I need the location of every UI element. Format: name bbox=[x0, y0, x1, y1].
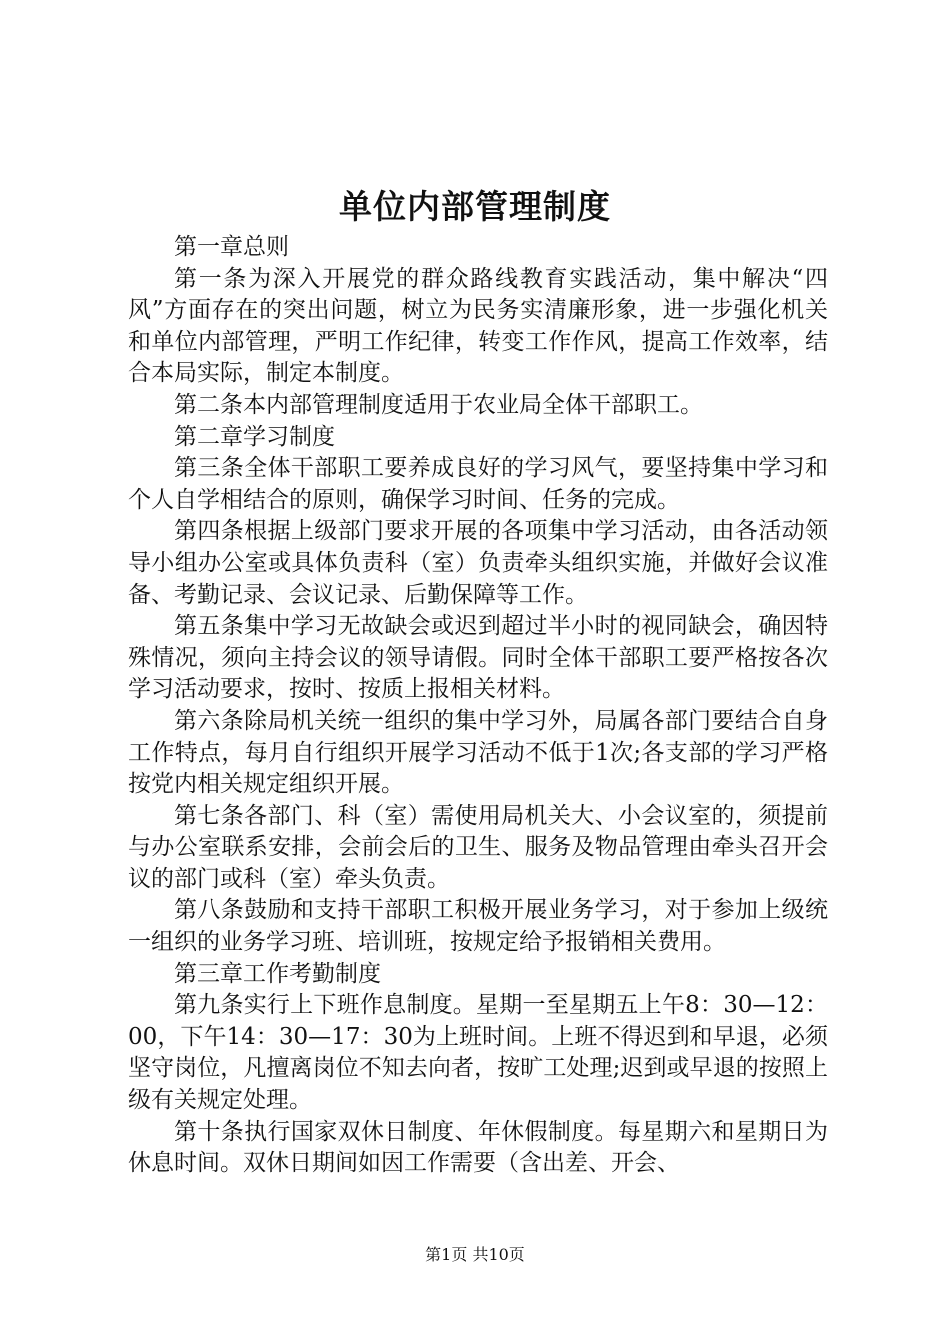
article-paragraph: 第四条根据上级部门要求开展的各项集中学习活动，由各活动领导小组办公室或具体负责科（室）负责牵头组织实施，并做好会议准备、考勤记录、会议记录、后勤保障等工作。 bbox=[128, 518, 828, 608]
chapter-heading: 第三章工作考勤制度 bbox=[174, 960, 381, 987]
document-body bbox=[128, 232, 828, 1180]
article-paragraph: 第十条执行国家双休日制度、年休假制度。每星期六和星期日为休息时间。双休日期间如因工作需要（含出差、开会、 bbox=[128, 1118, 828, 1177]
page-number-footer: 第1页 共10页 bbox=[425, 1245, 525, 1264]
article-paragraph: 第五条集中学习无故缺会或迟到超过半小时的视同缺会，确因特殊情况，须向主持会议的领导请假。同时全体干部职工要严格按各次学习活动要求，按时、按质上报相关材料。 bbox=[128, 613, 828, 703]
article-paragraph: 第九条实行上下班作息制度。星期一至星期五上午8：30—12：00，下午14：30—17：30为上班时间。上班不得迟到和早退，必须坚守岗位，凡擅离岗位不知去向者，按旷工处理;迟到或早退的按照上级有关规定处理。 bbox=[128, 992, 828, 1114]
article-paragraph: 第三条全体干部职工要养成良好的学习风气，要坚持集中学习和个人自学相结合的原则，确保学习时间、任务的完成。 bbox=[128, 455, 828, 513]
article-paragraph: 第六条除局机关统一组织的集中学习外，局属各部门要结合自身工作特点，每月自行组织开展学习活动不低于1次;各支部的学习严格按党内相关规定组织开展。 bbox=[128, 707, 828, 798]
article-paragraph: 第八条鼓励和支持干部职工积极开展业务学习，对于参加上级统一组织的业务学习班、培训班，按规定给予报销相关费用。 bbox=[128, 897, 828, 956]
article-paragraph: 第七条各部门、科（室）需使用局机关大、小会议室的，须提前与办公室联系安排，会前会后的卫生、服务及物品管理由牵头召开会议的部门或科（室）牵头负责。 bbox=[128, 802, 828, 892]
article-paragraph: 第一条为深入开展党的群众路线教育实践活动，集中解决“四风”方面存在的突出问题，树立为民务实清廉形象，进一步强化机关和单位内部管理，严明工作纪律，转变工作作风，提高工作效率，结合本局实际，制定本制度。 bbox=[128, 265, 828, 387]
article-paragraph: 第二条本内部管理制度适用于农业局全体干部职工。 bbox=[174, 391, 703, 418]
chapter-heading: 第二章学习制度 bbox=[174, 423, 335, 450]
chapter-heading: 第一章总则 bbox=[174, 234, 289, 260]
document-title: 单位内部管理制度 bbox=[339, 187, 611, 226]
